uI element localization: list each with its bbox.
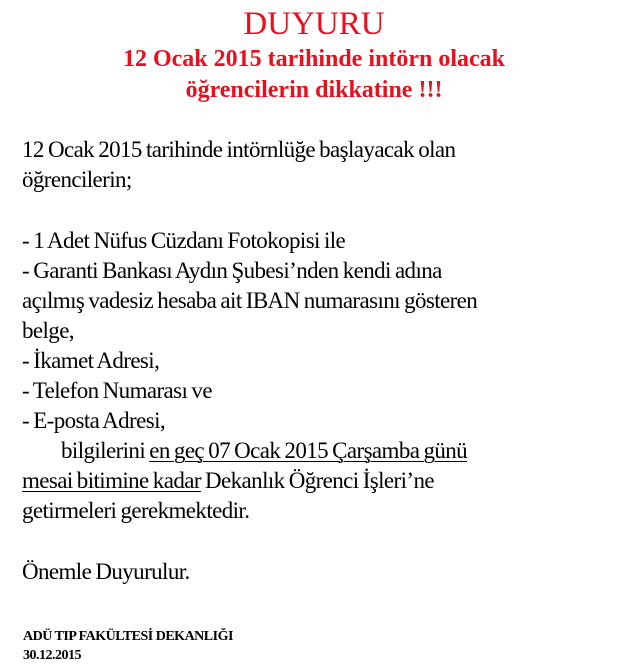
closing-line-1 bbox=[22, 436, 622, 466]
announcement-subtitle-line-2: öğrencilerin dikkatine !!! bbox=[185, 77, 443, 103]
blank-line bbox=[22, 195, 622, 226]
blank-line bbox=[22, 526, 622, 557]
closing-post-text: Dekanlık Öğrenci İşleri’ne bbox=[200, 468, 434, 493]
requirement-item-continuation: belge, bbox=[22, 318, 74, 343]
intro-line-1: 12 Ocak 2015 tarihinde intörnlüğe başlayacak olan bbox=[22, 137, 456, 162]
requirement-item: - Garanti Bankası Aydın Şubesi’nden kendi adına bbox=[22, 258, 442, 283]
announcement-note: Önemle Duyurulur. bbox=[22, 559, 190, 584]
deadline-underlined-2: mesai bitimine kadar bbox=[22, 468, 201, 493]
announcement-subtitle-line-1: 12 Ocak 2015 tarihinde intörn olacak bbox=[122, 46, 506, 72]
requirement-item: - İkamet Adresi, bbox=[22, 348, 160, 373]
requirement-item: - E-posta Adresi, bbox=[22, 408, 166, 433]
signature-date: 30.12.2015 bbox=[23, 648, 81, 663]
announcement-title: DUYURU bbox=[243, 6, 385, 42]
requirement-item-continuation: açılmış vadesiz hesaba ait IBAN numarasını gösteren bbox=[22, 288, 478, 313]
intro-line-2: öğrencilerin; bbox=[22, 167, 132, 192]
closing-pre-text: bilgilerini bbox=[61, 438, 150, 463]
signature-office: ADÜ TIP FAKÜLTESİ DEKANLIĞI bbox=[23, 629, 233, 644]
deadline-underlined-1: en geç 07 Ocak 2015 Çarşamba günü bbox=[149, 438, 468, 463]
requirement-item: - 1 Adet Nüfus Cüzdanı Fotokopisi ile bbox=[22, 228, 346, 253]
closing-line-3: getirmeleri gerekmektedir. bbox=[22, 498, 250, 523]
announcement-body bbox=[22, 135, 622, 587]
closing-line-2 bbox=[22, 466, 622, 496]
requirement-item: - Telefon Numarası ve bbox=[22, 378, 212, 403]
signature-block bbox=[23, 627, 233, 665]
